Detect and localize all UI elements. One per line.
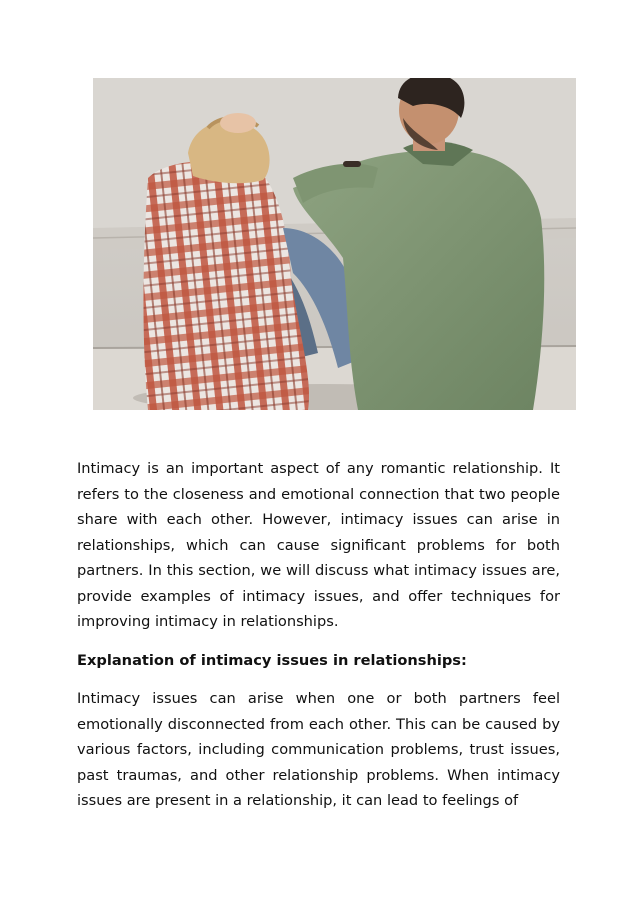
couple-photo bbox=[93, 78, 576, 410]
explanation-paragraph: Intimacy issues can arise when one or both partners feel emotionally disconnected from each other. This can be caused by various factors, including communication problems, trust issues, past traumas, and other relationship problems. When intimacy issues are present in a relationship, it can lead to feelings of bbox=[77, 690, 560, 809]
intro-paragraph: Intimacy is an important aspect of any romantic relationship. It refers to the closeness and emotional connection that two people share with each other. However, intimacy issues can arise in relationships, which can cause significant problems for both partners. In this section, we will discuss what intimacy issues are, provide examples of intimacy issues, and offer techniques for improving intimacy in relationships. bbox=[77, 460, 560, 630]
section-heading: Explanation of intimacy issues in relationships: bbox=[77, 652, 467, 669]
